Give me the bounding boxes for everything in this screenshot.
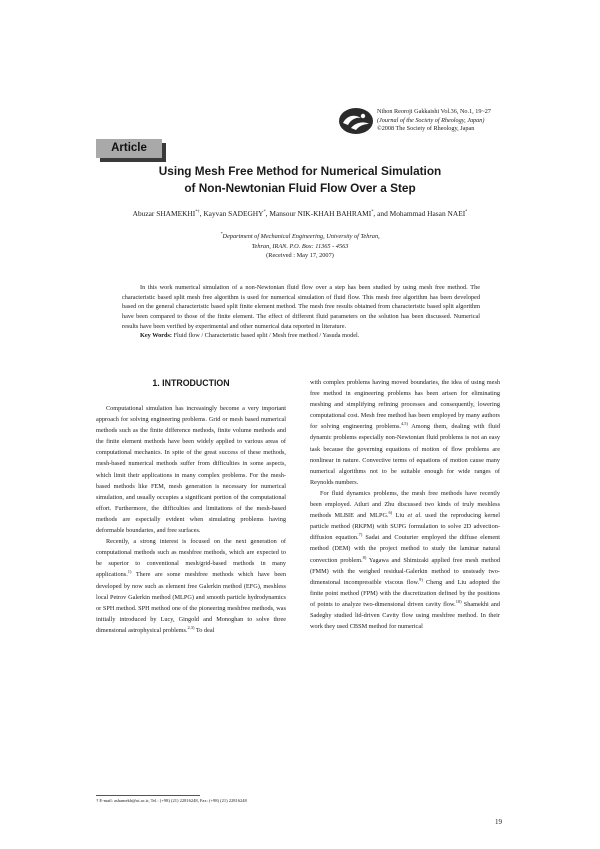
journal-name: (Journal of the Society of Rheology, Japan) (377, 116, 485, 124)
intro-p3-text-a: with complex problems having moved boundaries, the idea of using mesh free method in engineering problems has been arisen for eliminating meshing and simplifying refining processes and consequently, lowering computational cost. Mesh free method has been employed by many authors for solving engineering problems. (310, 379, 500, 431)
intro-paragraph-1: Computational simulation has increasingly become a very important approach for solving engineering problems. Grid or mesh based numerical methods such as the finite difference methods, finite volume methods and the finite element methods have been widely applied to various areas of computational mechanics. In spite of the great success of these methods, mesh-based numerical methods suffer from difficulties in some aspects, which limit their applications in many complex problems. For the mesh-based methods like FEM, mesh generation is necessary for numerical simulation, and usually occupies a significant portion of the computational effort. Furthermore, the difficulties and limitations of the mesh-based methods are especially evident when simulating problems having deformable boundaries, and free surfaces. (96, 405, 286, 535)
left-column (96, 377, 286, 636)
affiliation-mark: * (220, 230, 223, 236)
intro-p3-text-b: Among them, dealing with fluid dynamic problems especially non-Newtonian fluid problems is not an easy task because the governing equations of motion of flow problems are nonlinear in nature. Convective terms of equations of motion cause many numerical algorithms not to be suitable enough for wide ranges of Reynolds numbers. (310, 423, 500, 486)
abstract-text: In this work numerical simulation of a non-Newtonian fluid flow over a step has been studied by using mesh free method. The characteristic based split mesh free algorithm is used for numerical simulation of fluid flow. This mesh free algorithm has been developed based on the general characteristic based split finite element method. The mesh free results obtained from characteristic based split algorithm have been compared to those of the finite element. The effect of different fluid parameters on the solution has been discussed. Numerical results have been verified by experimental and other numerical data reported in literature. (122, 284, 480, 330)
journal-info (377, 108, 577, 134)
affiliation-line2: Tehran, IRAN. P.O. Box: 11365 - 4563 (251, 242, 349, 250)
author-sep-2: , Mansour (265, 209, 298, 218)
article-badge (96, 139, 166, 162)
paper-title (100, 163, 500, 197)
intro-p2-text-c: To deal (194, 626, 215, 634)
author-4-family: NAEI (447, 209, 466, 218)
author-2-family: SADEGHY (228, 209, 264, 218)
keywords-list: Fluid flow / Characteristic based split / Mesh free method / Yasuda model. (172, 332, 360, 340)
citation-ref: 10) (455, 598, 462, 604)
intro-p4-text-f: Cheng and Liu adopted the finite point method (FPM) with the discretization defined by the positions of points to analyze two-dimensional driven cavity flow. (310, 578, 500, 608)
intro-p4-text-d: Sadat and Couturier employed the diffuse element method (DEM) with the project method to study the laminar natural convection problem. (310, 534, 500, 564)
author-1-mark: *† (195, 208, 200, 214)
page-number: 19 (495, 818, 502, 826)
intro-p4-text-b: Liu (392, 512, 408, 520)
intro-p4-text-c: used the reproducing kernel particle method (RKPM) with SUPG formulation to solve 2D advection-diffusion equation. (310, 512, 501, 542)
citation-ref: 8) (362, 554, 367, 560)
footnote: † E-mail: ashamekh@ut.ac.ir, Tel.: (+98) (21) 22816248, Fax: (+98) (21) 22816248 (96, 798, 247, 803)
intro-paragraph-4 (310, 488, 500, 632)
author-sep-3: , and Mohammad Hasan (373, 209, 448, 218)
journal-logo (337, 106, 375, 136)
citation-ref: 9) (419, 576, 423, 582)
author-1-given: Abuzar (132, 209, 157, 218)
author-3-mark: * (371, 208, 374, 214)
footnote-rule (96, 795, 200, 796)
author-sep-1: , Kayvan (199, 209, 229, 218)
affiliation-line1: Department of Mechanical Engineering, University of Tehran, (222, 233, 380, 240)
intro-p2-text-b: There are some meshfree methods which have been developed by now such as element free Galerkin method (EFG), meshless local Petrov Galerkin method (MLPG) and smooth particle hydrodynamics or SPH method. SPH method one of the pioneering meshfree methods, was initially introduced by Lucy, Gingold and Monoghan to solve three dimensional astrophysical problems. (96, 571, 286, 634)
intro-p4-etal: et al. (407, 512, 422, 520)
right-column (310, 377, 500, 632)
intro-p4-text-a: For fluid dynamics problems, the mesh free methods have recently been employed. Atluri and Zhu discussed two kinds of truly meshless methods MLBIE and MLPG. (310, 489, 500, 520)
paper-title-line2: of Non-Newtonian Fluid Flow Over a Step (184, 181, 416, 195)
affiliation (150, 232, 450, 261)
section-heading-introduction: 1. INTRODUCTION (152, 378, 230, 388)
author-2-mark: * (263, 208, 266, 214)
citation-ref: 7) (358, 532, 363, 538)
author-3-family: NIK-KHAH BAHRAMI (297, 209, 372, 218)
paper-title-line1: Using Mesh Free Method for Numerical Simulation (158, 164, 442, 178)
keywords (122, 331, 480, 341)
intro-p4-text-e: Yagawa and Shimizaki applied free mesh method (FMM) with the weighed residual-Galerkin method to unsteady two-dimensional incompressible viscous flow. (310, 556, 500, 586)
citation-ref: 4,5) (400, 421, 408, 427)
author-1-family: SHAMEKHI (156, 209, 196, 218)
keywords-label: Key Words: (140, 332, 173, 340)
citation-ref: 6) (388, 510, 393, 516)
intro-paragraph-3 (310, 377, 500, 488)
citation-ref: 2,3) (187, 624, 195, 630)
journal-citation: Nihon Reoroji Gakkaishi Vol.36, No.1, 19~27 (377, 108, 491, 115)
abstract (122, 283, 480, 341)
journal-copyright: ©2008 The Society of Rheology, Japan (377, 125, 475, 133)
intro-p4-text-g: Shamekhi and Sadeghy studied lid-driven Cavity flow using meshfree method. In their work they used CBSM method for numerical (310, 600, 500, 631)
author-list (80, 209, 520, 218)
article-badge-label: Article (96, 139, 162, 158)
intro-p2-text-a: Recently, a strong interest is focused on the next generation of computational methods such as meshfree methods, which are expected to be superior to conventional mesh/grid-based methods in many applications. (96, 538, 286, 579)
received-date: (Received : May 17, 2007) (266, 252, 334, 260)
intro-paragraph-2 (96, 536, 286, 636)
citation-ref: 1) (127, 569, 132, 575)
author-4-mark: * (465, 208, 468, 214)
